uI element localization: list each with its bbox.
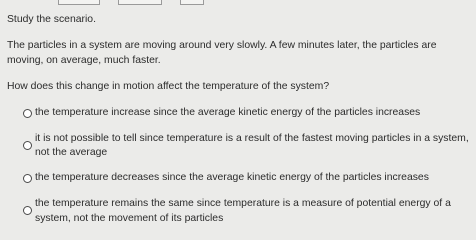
instruction-text: Study the scenario. <box>7 14 96 25</box>
radio-button[interactable] <box>23 109 32 118</box>
answer-option-label: it is not possible to tell since temperature is a result of the fastest moving particles in a system, not the average <box>35 133 469 159</box>
answer-option[interactable] <box>7 106 469 120</box>
question-text: How does this change in motion affect the temperature of the system? <box>7 81 330 93</box>
answer-option-label: the temperature remains the same since temperature is a measure of potential energy of a system, not the movement of its particles <box>35 198 451 224</box>
scenario-text: The particles in a system are moving around very slowly. A few minutes later, the particles are moving, on average, much faster. <box>7 40 437 66</box>
toolbar-tab[interactable] <box>118 0 162 5</box>
radio-button[interactable] <box>23 141 32 150</box>
answer-option[interactable] <box>7 171 469 185</box>
radio-button[interactable] <box>23 174 32 183</box>
radio-button[interactable] <box>23 206 32 215</box>
answer-option[interactable] <box>7 197 469 226</box>
question-panel <box>7 13 469 236</box>
toolbar-tab[interactable] <box>180 0 204 5</box>
answer-option-label: the temperature increase since the average kinetic energy of the particles increases <box>35 106 421 118</box>
answer-option[interactable] <box>7 132 469 161</box>
top-toolbar-edge <box>0 0 476 6</box>
answer-option-label: the temperature decreases since the average kinetic energy of the particles increases <box>35 171 429 183</box>
toolbar-tab[interactable] <box>58 0 100 5</box>
answer-options <box>7 106 469 226</box>
